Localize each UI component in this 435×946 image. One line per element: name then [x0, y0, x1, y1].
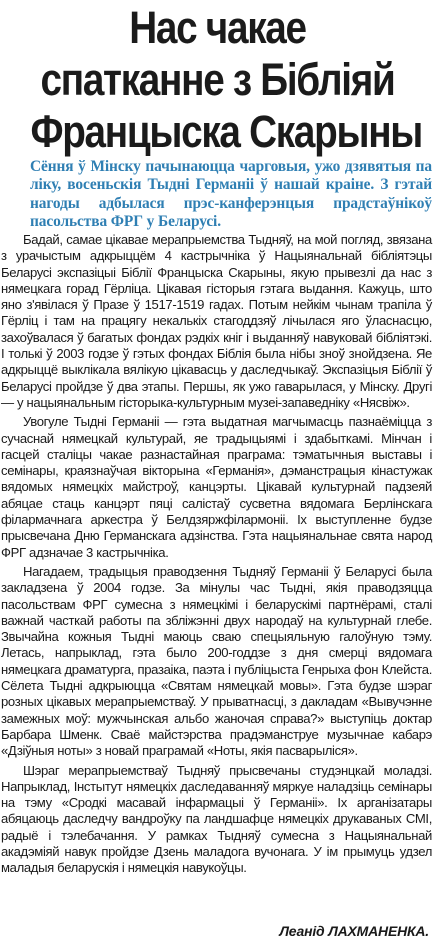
article-body: [1, 232, 432, 880]
body-paragraph-2: Увогуле Тыдні Германіі — гэта выдатная магчымасць пазнаёміцца з сучаснай нямецкай культурай, яе традыцыямі і здабыткамі. Мінчан і гасцей сталіцы чакае разнастайная праграма: тэматычныя выставы і семінары, краязнаўчая вікторына «Германія», дэманстрацыя кінастужак вядомых нямецкіх майстроў, канцэрты. Цікавай культурнай падзеяй абяцае стаць канцэрт пяці салістаў сусветна вядомага Берлінскага філармачнага аркестра ў Белдзяржфілармоніі. Іх выступленне будзе прысвечана Дню Германскага адзінства. Гэта нацыянальнае свята народ ФРГ адзначае 3 кастрычніка.: [1, 414, 432, 560]
headline-line-1: Нас чакае: [129, 2, 306, 53]
headline-line-3: Францыска Скарыны: [30, 106, 423, 157]
body-paragraph-4: Шэраг мерапрыемстваў Тыдняў прысвечаны студэнцкай моладзі. Напрыклад, Інстытут нямецкіх даследаванняў мяркуе наладзіць семінары на тэму «Сродкі масавай інфармацыі ў Германіі». Іх арганізатары абяцаюць даследчу вандроўку па ландшафце нямецкіх друкаваных СМІ, радыё і тэлебачання. У рамках Тыдняў сумесна з Нацыянальнай акадэміяй навук пройдзе Дзень маладога вучонага. У ім прымуць удзел маладыя беларускія і нямецкія навукоўцы.: [1, 762, 432, 876]
body-paragraph-1: Бадай, самае цікавае мерапрыемства Тыдняў, на мой погляд, звязана з урачыстым адкрыццём 4 кастрычніка ў Нацыянальнай бібліятэцы Беларусі экспазіцыі Біблії Францыска Скарыны, якую прывезлі да нас з нямецкага горад Гёрліца. Цікавая гісторыя гэтага выдання. Кажуць, што яно з'явілася ў Празе ў 1517-1519 гадах. Потым нейкім чынам трапіла ў Гёрліц і там на працягу некалькіх стагоддзяў лічылася яго ўласнасцю, захоўвалася ў багатых фондах рэдкіх кніг і выданняў навуковай бібліятэкі. І толькі ў 2003 годзе ў гэтых фондах Біблія была нібы зноў знойдзена. Яе адкрыццё выклікала вялікую цікавасць у даследчыкаў. Экспазіцыя Біблії ў Беларусі пройдзе ў два этапы. Першы, як ужо гаварылася, у Мінску. Другі — у нацыянальным гісторыка-культурным музеі-запаведніку «Нясвіж».: [1, 232, 432, 410]
body-paragraph-3: Нагадаем, традыцыя праводзення Тыдняў Германіі ў Беларусі была закладзена ў 2004 годзе. За мінулы час Тыдні, якія праводзяцца пасольствам ФРГ сумесна з нямецкімі і беларускімі партнёрамі, сталі важнай часткай работы па збліжэнні двух народаў на культурнай глебе. Звычайна кожныя Тыдні маюць сваю спецыяльную галоўную тэму. Летась, напрыклад, гэта было 200-годдзе з дня смерці вядомага нямецкага драматурга, празаіка, паэта і публіцыста Генрыха фон Клейста. Сёлета Тыдні адкрыюцца «Святам нямецкай мовы». Гэта будзе шэраг розных цікавых мерапрыемстваў. У прыватнасці, з дакладам «Вывучэнне замежных моў: мужчынская альбо жаночая справа?» выступіць доктар Барбара Шменк. Сваё майстэрства прадэманструе музычнае кабарэ «Дзіўныя ноты» з новай праграмай «Ноты, якія пасварыліся».: [1, 563, 432, 759]
headline-line-2: спатканне з Бібліяй: [40, 54, 395, 105]
article-lead: Сёння ў Мінску пачынаюцца чарговыя, ужо дзявятыя па ліку, восеньскія Тыдні Германіі ў нашай краіне. З гэтай нагоды адбылася прэс-канферэнцыя прадстаўнікоў пасольства ФРГ у Беларусі.: [30, 158, 432, 231]
article-byline: Леанід ЛАХМАНЕНКА.: [279, 923, 429, 939]
article-headline: [30, 2, 423, 158]
